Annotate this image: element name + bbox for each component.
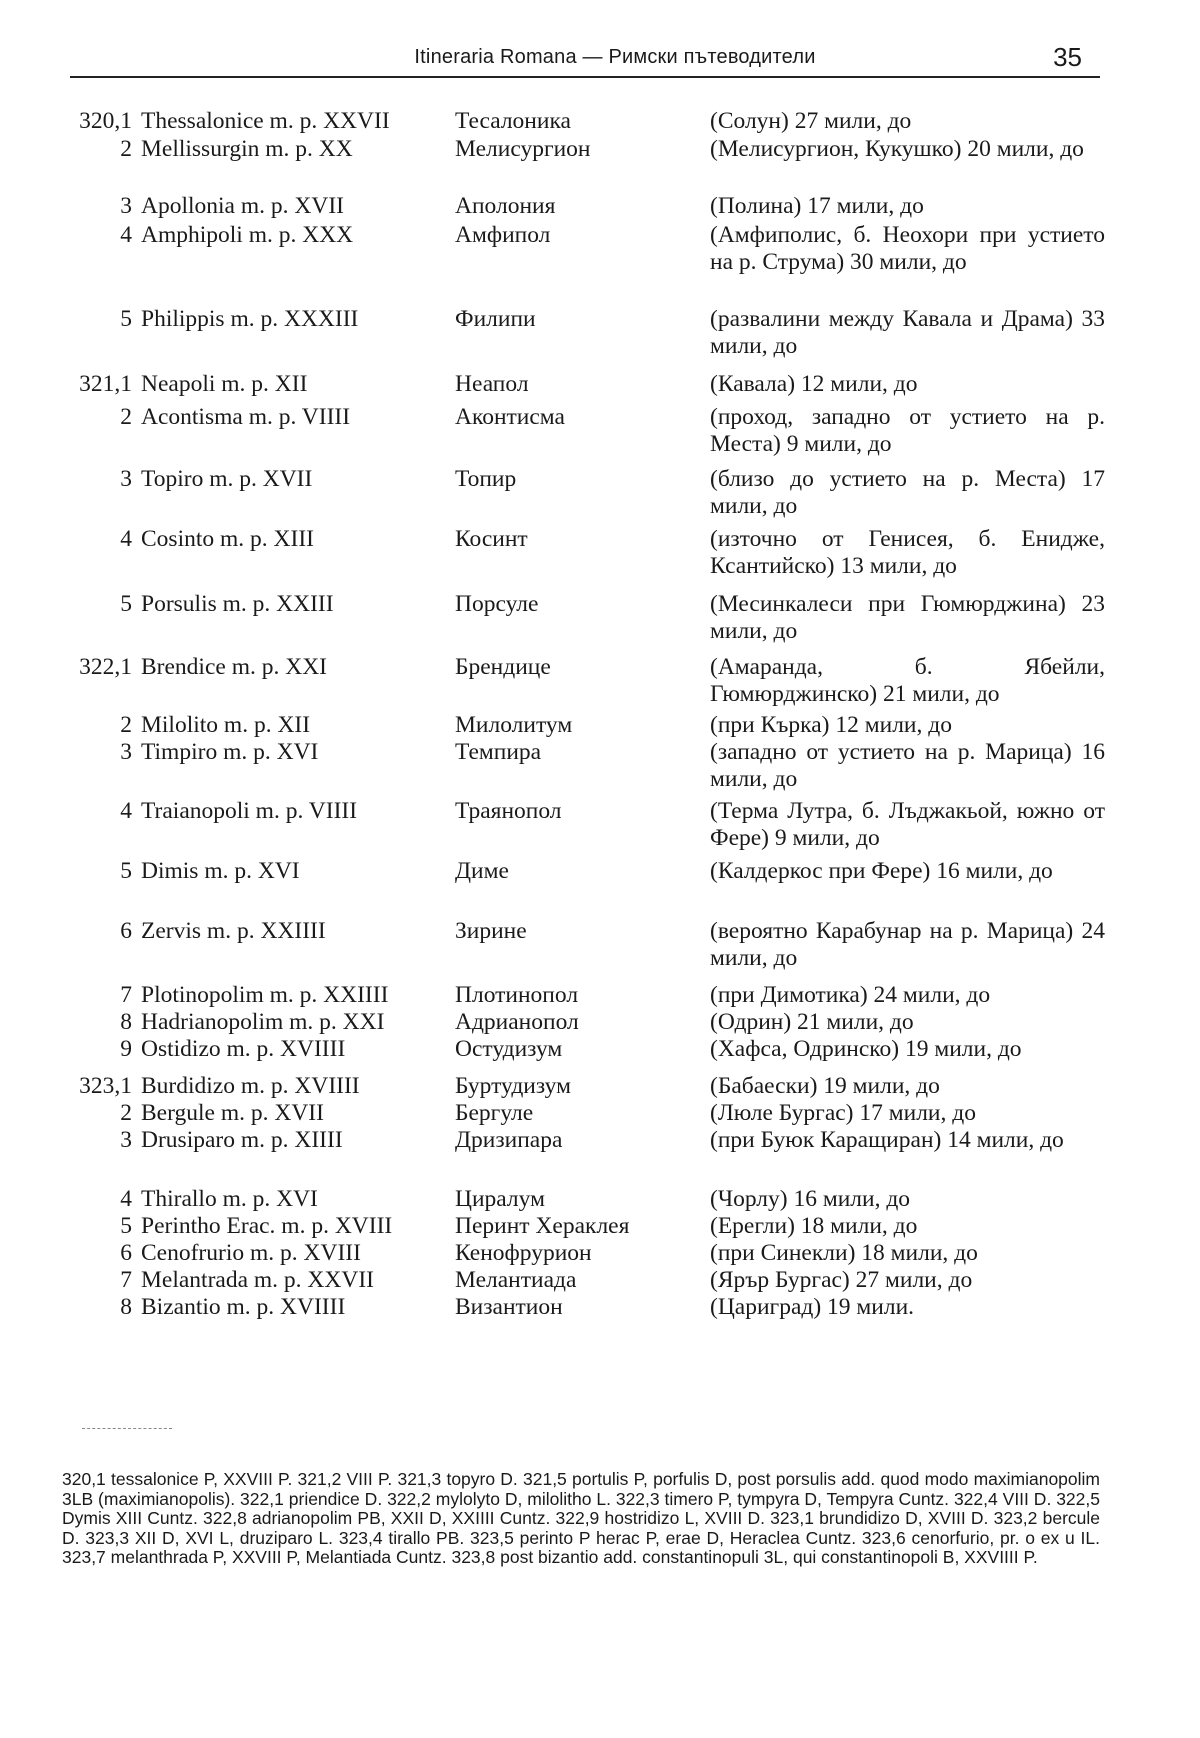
bulgarian-name: Адрианопол — [455, 1009, 579, 1035]
row-number: 5 — [120, 858, 132, 884]
row-number: 4 — [120, 526, 132, 552]
page-number: 35 — [1053, 42, 1082, 72]
bulgarian-name: Траянопол — [455, 798, 562, 824]
latin-entry: Timpiro m. p. XVI — [141, 739, 319, 765]
latin-entry: Acontisma m. p. VIIII — [141, 404, 351, 430]
modern-location: (Хафса, Одринско) 19 мили, до — [710, 1036, 1022, 1062]
row-number: 2 — [120, 1100, 132, 1126]
row-number: 8 — [120, 1009, 132, 1035]
modern-location: (Цариград) 19 мили. — [710, 1294, 915, 1320]
bulgarian-name: Циралум — [455, 1186, 545, 1212]
latin-entry: Bergule m. p. XVII — [141, 1100, 324, 1126]
modern-location: (вероятно Карабунар на р. Марица) 24 мили, до — [710, 918, 1105, 971]
latin-entry: Zervis m. p. XXIIII — [141, 918, 326, 944]
modern-location: (Терма Лутра, б. Лъджакьой, южно от Фере) 9 мили, до — [710, 798, 1105, 851]
latin-entry: Amphipoli m. p. XXX — [141, 222, 354, 248]
modern-location: (Калдеркос при Фере) 16 мили, до — [710, 858, 1053, 884]
latin-entry: Bizantio m. p. XVIIII — [141, 1294, 346, 1320]
bulgarian-name: Аконтисма — [455, 404, 565, 430]
row-number: 320,1 — [79, 108, 132, 134]
latin-entry: Plotinopolim m. p. XXIIII — [141, 982, 389, 1008]
bulgarian-name: Бергуле — [455, 1100, 534, 1126]
bulgarian-name: Византион — [455, 1294, 563, 1320]
modern-location: (Месинкалеси при Гюмюрджина) 23 мили, до — [710, 591, 1105, 644]
latin-entry: Hadrianopolim m. p. XXI — [141, 1009, 385, 1035]
modern-location: (проход, западно от устието на р. Места) 9 мили, до — [710, 404, 1105, 457]
row-number: 3 — [120, 1127, 132, 1153]
modern-location: (близо до устието на р. Места) 17 мили, до — [710, 466, 1105, 519]
row-number: 7 — [120, 982, 132, 1008]
bulgarian-name: Темпира — [455, 739, 542, 765]
row-number: 3 — [120, 739, 132, 765]
latin-entry: Brendice m. p. XXI — [141, 654, 327, 680]
row-number: 2 — [120, 712, 132, 738]
modern-location: (при Синекли) 18 мили, до — [710, 1240, 978, 1266]
latin-entry: Porsulis m. p. XXIII — [141, 591, 334, 617]
latin-entry: Ostidizo m. p. XVIIII — [141, 1036, 346, 1062]
bulgarian-name: Зирине — [455, 918, 527, 944]
bulgarian-name: Порсуле — [455, 591, 539, 617]
bulgarian-name: Остудизум — [455, 1036, 563, 1062]
latin-entry: Topiro m. p. XVII — [141, 466, 313, 492]
row-number: 8 — [120, 1294, 132, 1320]
critical-apparatus: 320,1 tessalonice P, XXVIII P. 321,2 VIII P. 321,3 topyro D. 321,5 portulis P, porfulis D, post porsulis add. quod modo maximianopolim 3LB (maximianopolis). 322,1 priendice D. 322,2 mylolyto D, milolitho L. 322,3 timero P, tympyra D, Tempyra Cuntz. 322,4 VIII D. 322,5 Dymis XIII Cuntz. 322,8 adrianopolim PB, XXII D, XXIIII Cuntz. 322,9 hostridizo L, XVIII D. 323,1 brundidizo D, XVIII D. 323,2 bercule D. 323,3 XII D, XVI L, druziparo L. 323,4 tirallo PB. 323,5 perinto P herac P, erae D, Heraclea Cuntz. 323,6 cenorfurio, pr. o ex u IL. 323,7 melanthrada P, XXVIII P, Melantiada Cuntz. 323,8 post bizantio add. constantinopuli 3L, qui constantinopoli B, XXVIIII P. — [62, 1469, 1100, 1567]
modern-location: (Солун) 27 мили, до — [710, 108, 912, 134]
modern-location: (Люле Бургас) 17 мили, до — [710, 1100, 976, 1126]
modern-location: (Амфиполис, б. Неохори при устието на р. Струма) 30 мили, до — [710, 222, 1105, 275]
row-number: 5 — [120, 1213, 132, 1239]
modern-location: (развалини между Кавала и Драма) 33 мили, до — [710, 306, 1105, 359]
latin-entry: Philippis m. p. XXXIII — [141, 306, 359, 332]
row-number: 322,1 — [79, 654, 132, 680]
modern-location: (Ярър Бургас) 27 мили, до — [710, 1267, 973, 1293]
modern-location: (Амаранда, б. Ябейли, Гюмюрджинско) 21 мили, до — [710, 654, 1105, 707]
footnote-separator — [82, 1428, 172, 1429]
latin-entry: Apollonia m. p. XVII — [141, 193, 344, 219]
modern-location: (Ерегли) 18 мили, до — [710, 1213, 918, 1239]
bulgarian-name: Буртудизум — [455, 1073, 571, 1099]
bulgarian-name: Топир — [455, 466, 517, 492]
row-number: 6 — [120, 918, 132, 944]
bulgarian-name: Брендице — [455, 654, 551, 680]
row-number: 7 — [120, 1267, 132, 1293]
modern-location: (западно от устието на р. Марица) 16 мили, до — [710, 739, 1105, 792]
modern-location: (при Буюк Каращиран) 14 мили, до — [710, 1127, 1064, 1153]
row-number: 323,1 — [79, 1073, 132, 1099]
latin-entry: Traianopoli m. p. VIIII — [141, 798, 358, 824]
row-number: 4 — [120, 1186, 132, 1212]
bulgarian-name: Плотинопол — [455, 982, 579, 1008]
row-number: 5 — [120, 306, 132, 332]
latin-entry: Milolito m. p. XII — [141, 712, 311, 738]
bulgarian-name: Перинт Хераклея — [455, 1213, 630, 1239]
latin-entry: Perintho Erac. m. p. XVIII — [141, 1213, 393, 1239]
bulgarian-name: Дризипара — [455, 1127, 563, 1153]
row-number: 3 — [120, 193, 132, 219]
bulgarian-name: Диме — [455, 858, 509, 884]
modern-location: (Чорлу) 16 мили, до — [710, 1186, 911, 1212]
bulgarian-name: Косинт — [455, 526, 528, 552]
modern-location: (Кавала) 12 мили, до — [710, 371, 918, 397]
row-number: 5 — [120, 591, 132, 617]
modern-location: (при Димотика) 24 мили, до — [710, 982, 991, 1008]
latin-entry: Drusiparo m. p. XIIII — [141, 1127, 343, 1153]
bulgarian-name: Милолитум — [455, 712, 573, 738]
bulgarian-name: Филипи — [455, 306, 536, 332]
bulgarian-name: Амфипол — [455, 222, 551, 248]
bulgarian-name: Неапол — [455, 371, 529, 397]
bulgarian-name: Тесалоника — [455, 108, 571, 134]
latin-entry: Cosinto m. p. XIII — [141, 526, 314, 552]
latin-entry: Neapoli m. p. XII — [141, 371, 308, 397]
row-number: 4 — [120, 222, 132, 248]
modern-location: (източно от Генисея, б. Енидже, Ксантийско) 13 мили, до — [710, 526, 1105, 579]
modern-location: (Одрин) 21 мили, до — [710, 1009, 914, 1035]
latin-entry: Thessalonice m. p. XXVII — [141, 108, 390, 134]
row-number: 2 — [120, 136, 132, 162]
row-number: 9 — [120, 1036, 132, 1062]
latin-entry: Thirallo m. p. XVI — [141, 1186, 318, 1212]
row-number: 4 — [120, 798, 132, 824]
modern-location: (Полина) 17 мили, до — [710, 193, 924, 219]
bulgarian-name: Аполония — [455, 193, 556, 219]
bulgarian-name: Мелантиада — [455, 1267, 577, 1293]
bulgarian-name: Мелисургион — [455, 136, 591, 162]
latin-entry: Burdidizo m. p. XVIIII — [141, 1073, 360, 1099]
modern-location: (Бабаески) 19 мили, до — [710, 1073, 940, 1099]
row-number: 3 — [120, 466, 132, 492]
row-number: 6 — [120, 1240, 132, 1266]
latin-entry: Mellissurgin m. p. XX — [141, 136, 353, 162]
latin-entry: Cenofrurio m. p. XVIII — [141, 1240, 361, 1266]
bulgarian-name: Кенофрурион — [455, 1240, 592, 1266]
row-number: 2 — [120, 404, 132, 430]
latin-entry: Dimis m. p. XVI — [141, 858, 300, 884]
row-number: 321,1 — [79, 371, 132, 397]
running-title: Itineraria Romana — Римски пътеводители — [414, 46, 816, 68]
running-header — [70, 40, 1100, 78]
modern-location: (Мелисургион, Кукушко) 20 мили, до — [710, 136, 1084, 162]
modern-location: (при Кърка) 12 мили, до — [710, 712, 952, 738]
latin-entry: Melantrada m. p. XXVII — [141, 1267, 374, 1293]
